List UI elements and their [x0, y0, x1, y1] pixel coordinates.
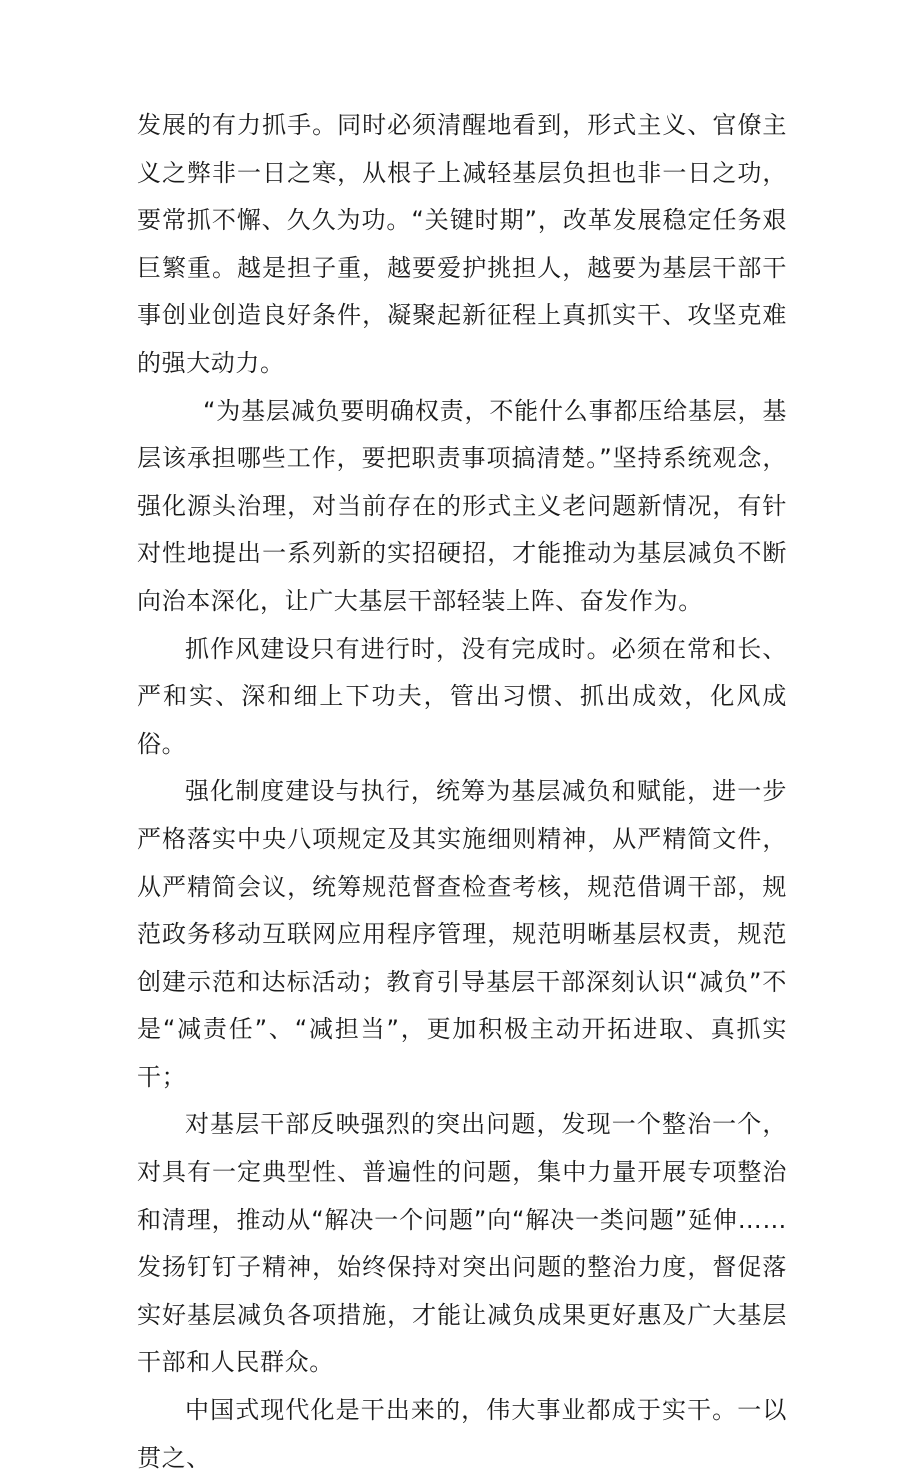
paragraph-1: 发展的有力抓手。同时必须清醒地看到，形式主义、官僚主义之弊非一日之寒，从根子上减轻基层负担也非一日之功，要常抓不懈、久久为功。“关键时期”，改革发展稳定任务艰巨繁重。越是担子重，越要爱护挑担人，越要为基层干部干事创业创造良好条件，凝聚起新征程上真抓实干、攻坚克难的强大动力。 [137, 111, 787, 377]
paragraph-2: “为基层减负要明确权责，不能什么事都压给基层，基层该承担哪些工作，要把职责事项搞清楚。”坚持系统观念，强化源头治理，对当前存在的形式主义老问题新情况，有针对性地提出一系列新的实招硬招，才能推动为基层减负不断向治本深化，让广大基层干部轻装上阵、奋发作为。 [137, 396, 787, 615]
paragraph-4: 强化制度建设与执行，统筹为基层减负和赋能，进一步严格落实中央八项规定及其实施细则精神，从严精简文件，从严精简会议，统筹规范督查检查考核，规范借调干部，规范政务移动互联网应用程序管理，规范明晰基层权责，规范创建示范和达标活动；教育引导基层干部深刻认识“减负”不是“减责任”、“减担当”，更加积极主动开拓进取、真抓实干； [137, 777, 787, 1091]
paragraph-6: 中国式现代化是干出来的，伟大事业都成于实干。一以贯之、 [137, 1396, 787, 1472]
paragraph-3: 抓作风建设只有进行时，没有完成时。必须在常和长、严和实、深和细上下功夫，管出习惯、抓出成效，化风成俗。 [137, 634, 787, 758]
paragraph-5: 对基层干部反映强烈的突出问题，发现一个整治一个，对具有一定典型性、普遍性的问题，集中力量开展专项整治和清理，推动从“解决一个问题”向“解决一类问题”延伸……发扬钉钉子精神，始终保持对突出问题的整治力度，督促落实好基层减负各项措施，才能让减负成果更好惠及广大基层干部和人民群众。 [137, 1110, 787, 1377]
article-body [137, 102, 787, 1482]
